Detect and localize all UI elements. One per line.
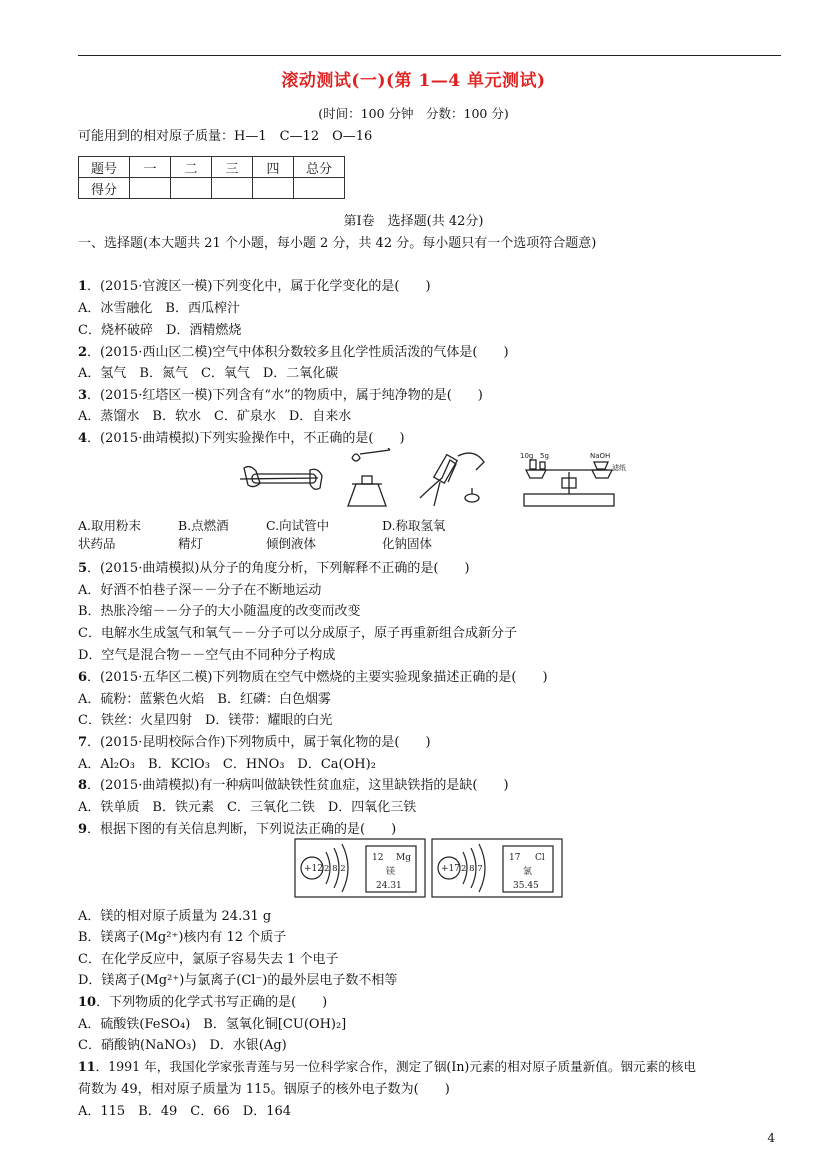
cl-nucleus-label: +17: [441, 864, 460, 874]
options-9d: D．镁离子(Mg²⁺)与氯离子(Cl⁻)的最外层电子数不相等: [78, 973, 398, 988]
options-8: A．铁单质 B．铁元素 C．三氧化二铁 D．四氧化三铁: [78, 800, 417, 815]
balance-icon: [524, 460, 614, 506]
score-cell[interactable]: [253, 178, 294, 199]
naoh-label: NaOH: [590, 452, 611, 460]
q4-option-d1: D.称取氢氧: [382, 518, 446, 533]
filter-paper-label: 滤纸: [612, 464, 626, 472]
options-7: A．Al₂O₃ B．KClO₃ C．HNO₃ D．Ca(OH)₂: [78, 757, 376, 772]
score-row-label: 得分: [79, 178, 130, 199]
options-10a: A．硫酸铁(FeSO₄) B．氢氧化铜[CU(OH)₂]: [78, 1017, 347, 1032]
score-header: 一: [130, 157, 171, 178]
mg-mass: 24.31: [376, 881, 402, 891]
question-11: 11．1991 年，我国化学家张青莲与另一位科学家合作，测定了铟(In)元素的相对原子质量新值。铟元素的核电: [78, 1059, 697, 1074]
cl-mass: 35.45: [513, 881, 539, 891]
options-5c: C．电解水生成氢气和氧气－－分子可以分成原子，原子再重新组合成新分子: [78, 626, 517, 641]
options-2: A．氢气 B．氮气 C．氧气 D．二氧化碳: [78, 366, 339, 381]
header-rule: [78, 55, 781, 56]
score-table-header-row: [79, 157, 345, 178]
cl-shells-label: 2 8 7: [461, 864, 483, 874]
mg-shells-label: 2 8 2: [324, 864, 346, 874]
q4-option-d2: 化钠固体: [382, 536, 433, 551]
lab-operations-figure: [240, 448, 630, 510]
q4-option-b2: 精灯: [178, 536, 204, 551]
options-10b: C．硝酸钠(NaNO₃) D．水银(Ag): [78, 1038, 287, 1053]
score-header: 四: [253, 157, 294, 178]
weight-10g-label: 10g: [520, 452, 534, 460]
score-cell[interactable]: [171, 178, 212, 199]
mg-symbol: Mg: [396, 853, 411, 863]
score-table-row: [79, 178, 345, 199]
question-8: 8．(2015·曲靖模拟)有一种病叫做缺铁性贫血症，这里缺铁指的是缺( ): [78, 778, 509, 793]
options-6a: A．硫粉：蓝紫色火焰 B．红磷：白色烟雾: [78, 692, 331, 707]
exam-info: (时间：100 分钟 分数：100 分): [318, 106, 509, 121]
options-3: A．蒸馏水 B．软水 C．矿泉水 D．自来水: [78, 409, 352, 424]
question-4: 4．(2015·曲靖模拟)下列实验操作中，不正确的是( ): [78, 431, 405, 446]
section-title: 第Ⅰ卷 选择题(共 42分): [343, 214, 484, 229]
page-title: 滚动测试(一)(第 1—4 单元测试): [281, 71, 546, 91]
page-number: 4: [767, 1131, 775, 1145]
options-6b: C．铁丝：火星四射 D．镁带：耀眼的白光: [78, 713, 333, 728]
score-cell[interactable]: [294, 178, 345, 199]
q4-option-c1: C.向试管中: [266, 518, 330, 533]
options-9c: C．在化学反应中，氯原子容易失去 1 个电子: [78, 952, 339, 967]
question-11-line2: 荷数为 49，相对原子质量为 115。铟原子的核外电子数为( ): [78, 1082, 450, 1097]
question-7: 7．(2015·昆明校际合作)下列物质中，属于氧化物的是( ): [78, 735, 431, 750]
alcohol-lamp-icon: [348, 448, 390, 506]
score-table: [78, 156, 345, 199]
pouring-liquid-icon: [420, 453, 484, 506]
question-10: 10．下列物质的化学式书写正确的是( ): [78, 995, 328, 1010]
cl-symbol: Cl: [535, 853, 545, 863]
mg-number: 12: [372, 853, 384, 863]
score-cell[interactable]: [130, 178, 171, 199]
section-instruction: 一、选择题(本大题共 21 个小题，每小题 2 分，共 42 分。每小题只有一个选项符合题意): [78, 236, 597, 251]
q4-option-b1: B.点燃酒: [178, 518, 229, 533]
question-9: 9．根据下图的有关信息判断，下列说法正确的是( ): [78, 822, 397, 837]
options-9a: A．镁的相对原子质量为 24.31 g: [78, 909, 272, 924]
cl-name: 氯: [523, 867, 533, 877]
q4-option-a1: A.取用粉末: [78, 518, 142, 533]
mg-nucleus-label: +12: [304, 864, 323, 874]
score-header: 题号: [79, 157, 130, 178]
options-5d: D．空气是混合物－－空气由不同种分子构成: [78, 648, 336, 663]
options-9b: B．镁离子(Mg²⁺)核内有 12 个质子: [78, 930, 287, 945]
element-info-figure: [294, 838, 564, 900]
score-header: 总分: [294, 157, 345, 178]
powder-tube-icon: [240, 467, 322, 490]
score-header: 三: [212, 157, 253, 178]
question-2: 2．(2015·西山区二模)空气中体积分数较多且化学性质活泼的气体是( ): [78, 345, 509, 360]
q4-option-c2: 倾倒液体: [266, 536, 317, 551]
score-header: 二: [171, 157, 212, 178]
q4-option-a2: 状药品: [78, 536, 116, 551]
options-1a: A．冰雪融化 B．西瓜榨汁: [78, 301, 240, 316]
question-3: 3．(2015·红塔区一模)下列含有“水”的物质中，属于纯净物的是( ): [78, 388, 483, 403]
options-11: A．115 B．49 C．66 D．164: [78, 1104, 292, 1119]
question-1: 1．(2015·官渡区一模)下列变化中，属于化学变化的是( ): [78, 279, 431, 294]
question-6: 6．(2015·五华区二模)下列物质在空气中燃烧的主要实验现象描述正确的是( ): [78, 670, 548, 685]
options-5b: B．热胀冷缩－－分子的大小随温度的改变而改变: [78, 604, 361, 619]
options-5a: A．好酒不怕巷子深－－分子在不断地运动: [78, 583, 322, 598]
question-5: 5．(2015·曲靖模拟)从分子的角度分析，下列解释不正确的是( ): [78, 561, 470, 576]
atomic-masses: 可能用到的相对原子质量：H—1 C—12 O—16: [78, 129, 373, 144]
score-cell[interactable]: [212, 178, 253, 199]
weight-5g-label: 5g: [540, 452, 549, 460]
cl-number: 17: [509, 853, 521, 863]
mg-name: 镁: [386, 867, 396, 877]
options-1b: C．烧杯破碎 D．酒精燃烧: [78, 323, 242, 338]
